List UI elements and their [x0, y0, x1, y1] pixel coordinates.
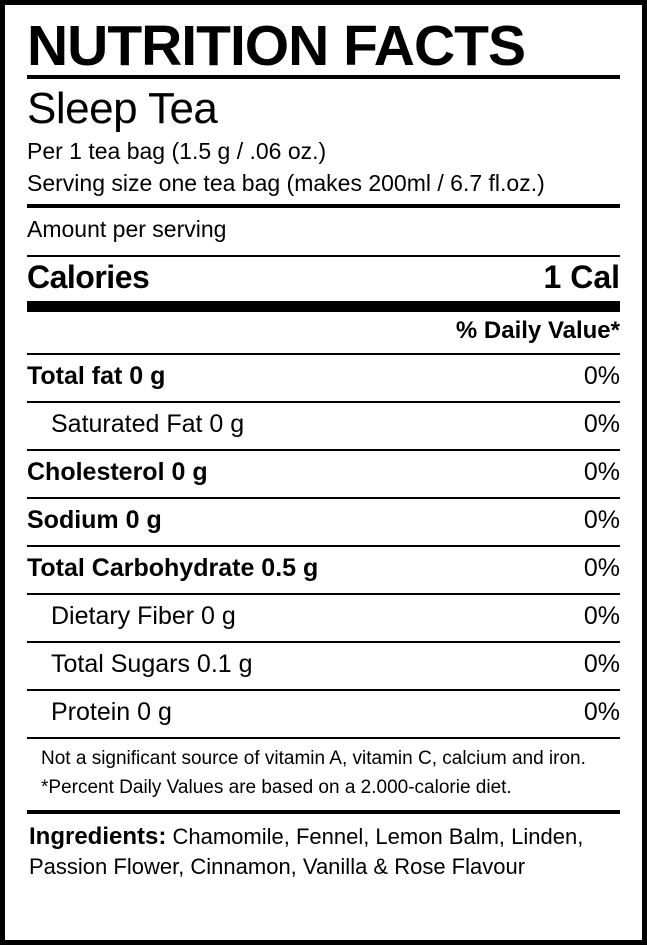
nutrient-percent: 0% — [583, 505, 620, 534]
label-title: NUTRITION FACTS — [27, 14, 525, 78]
nutrient-percent: 0% — [583, 361, 620, 390]
per-serving-amount: Per 1 tea bag (1.5 g / .06 oz.) — [27, 137, 327, 164]
daily-value-header: % Daily Value* — [455, 316, 620, 344]
nutrient-row — [27, 355, 620, 397]
product-name: Sleep Tea — [27, 84, 218, 134]
nutrient-percent: 0% — [583, 601, 620, 630]
nutrient-name: Total Sugars 0.1 g — [51, 649, 253, 678]
label-content — [27, 14, 620, 881]
nutrient-name: Cholesterol 0 g — [27, 457, 208, 486]
nutrient-row — [27, 595, 620, 637]
footnote-nutrients: Not a significant source of vitamin A, vitamin C, calcium and iron. — [41, 747, 586, 769]
nutrient-name: Sodium 0 g — [27, 505, 162, 534]
calories-row — [27, 257, 620, 301]
nutrient-row — [27, 403, 620, 445]
nutrient-percent: 0% — [583, 457, 620, 486]
calories-label: Calories — [27, 258, 150, 295]
nutrient-row — [27, 499, 620, 541]
ingredients-text: Chamomile, Fennel, Lemon Balm, Linden, Passion Flower, Cinnamon, Vanilla & Rose Flavour — [29, 823, 584, 879]
nutrient-name: Total Carbohydrate 0.5 g — [27, 553, 319, 582]
nutrient-percent: 0% — [583, 697, 620, 726]
nutrient-percent: 0% — [583, 649, 620, 678]
nutrient-percent: 0% — [583, 553, 620, 582]
divider-under-calories — [27, 301, 620, 312]
nutrient-name: Saturated Fat 0 g — [51, 409, 245, 438]
nutrient-name: Total fat 0 g — [27, 361, 166, 390]
calories-value: 1 Cal — [543, 258, 620, 295]
nutrient-row — [27, 643, 620, 685]
nutrient-row — [27, 691, 620, 733]
nutrient-row — [27, 451, 620, 493]
serving-size: Serving size one tea bag (makes 200ml / 6.7 fl.oz.) — [27, 169, 545, 196]
nutrient-percent: 0% — [583, 409, 620, 438]
amount-per-serving: Amount per serving — [27, 216, 227, 243]
ingredients-section — [27, 814, 620, 881]
nutrient-name: Dietary Fiber 0 g — [51, 601, 236, 630]
ingredients-label: Ingredients: — [29, 822, 167, 850]
nutrient-name: Protein 0 g — [51, 697, 172, 726]
nutrient-row — [27, 547, 620, 589]
footnote-daily-values: *Percent Daily Values are based on a 2.000-calorie diet. — [41, 777, 512, 799]
